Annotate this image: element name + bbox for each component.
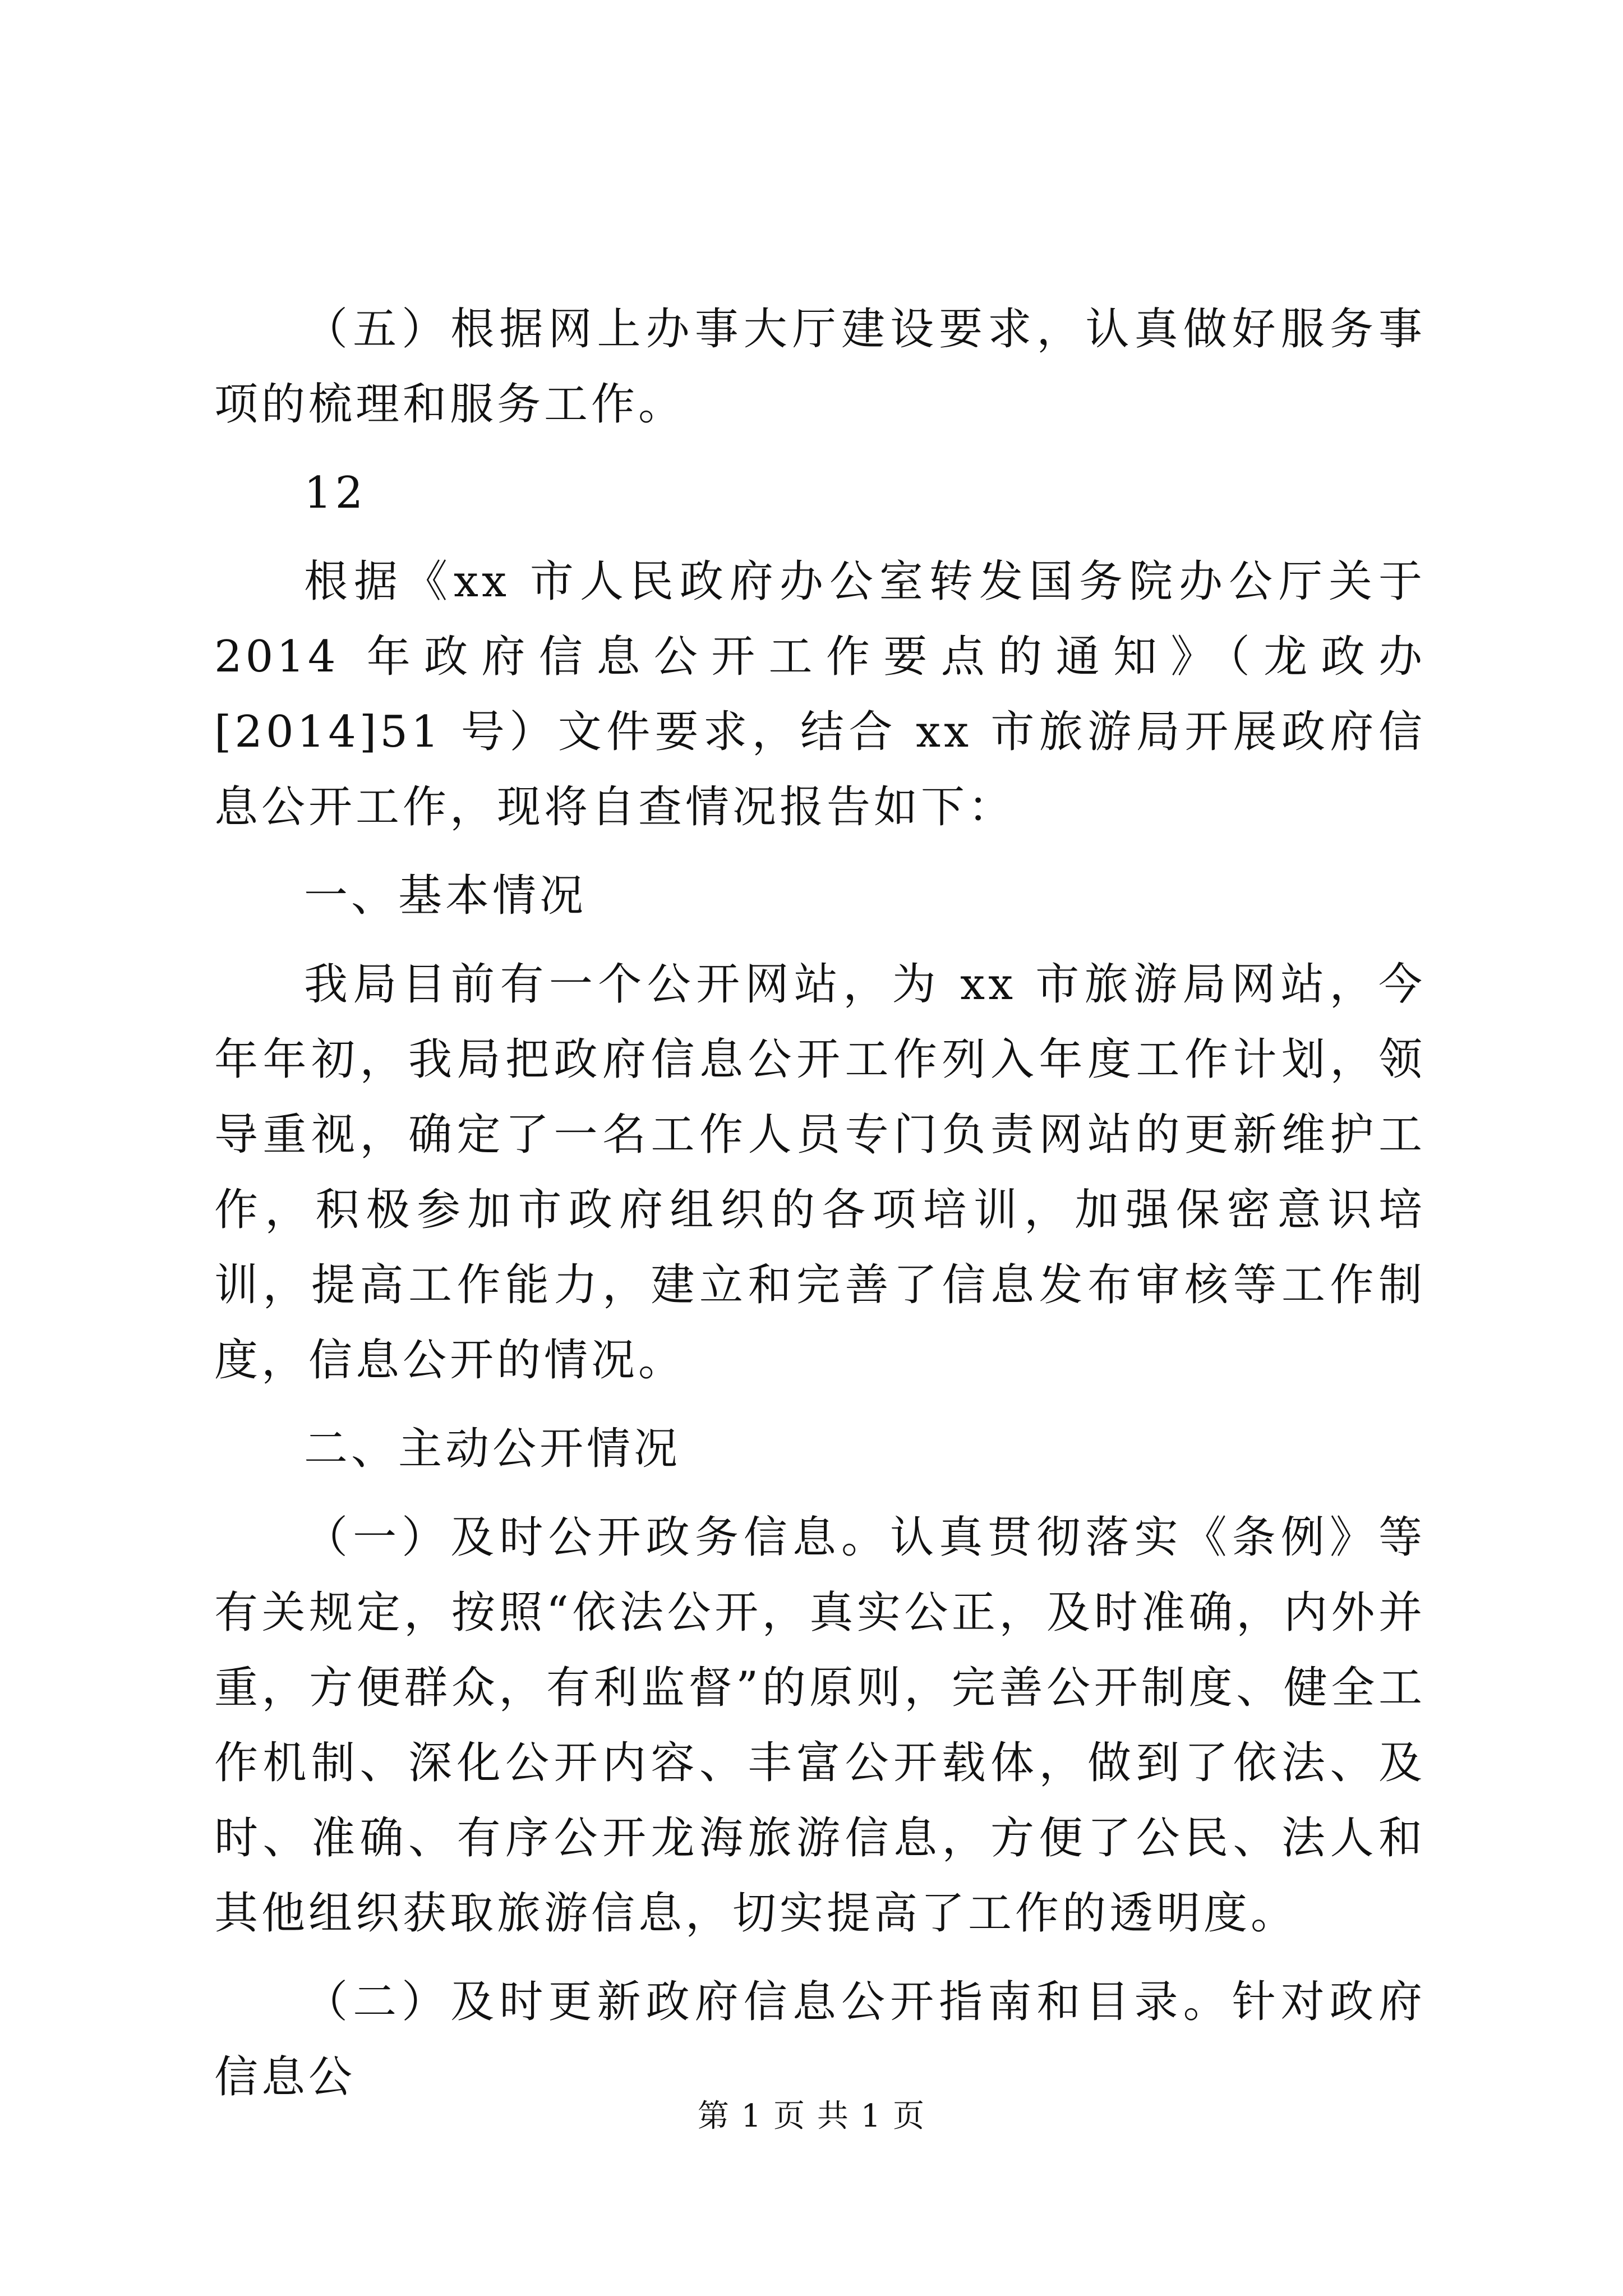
paragraph-basic-situation: 我局目前有一个公开网站，为 xx 市旅游局网站，今年年初，我局把政府信息公开工作列入年度工作计划，领导重视，确定了一名工作人员专门负责网站的更新维护工作，积极参加市政府组织的各项培训，加强保密意识培训，提高工作能力，建立和完善了信息发布审核等工作制度，信息公开的情况。 xyxy=(214,959,1426,1386)
section-heading-basic: 一、基本情况 xyxy=(304,871,587,921)
paragraph-disclosure-two: （二）及时更新政府信息公开指南和目录。针对政府信息公 xyxy=(214,1977,1426,2102)
paragraph-service-hall: （五）根据网上办事大厅建设要求，认真做好服务事项的梳理和服务工作。 xyxy=(214,304,1426,430)
document-body xyxy=(214,292,1426,2128)
paragraph-number: 12 xyxy=(304,468,367,518)
paragraph-disclosure-one: （一）及时公开政务信息。认真贯彻落实《条例》等有关规定，按照“依法公开，真实公正，及时准确，内外并重，方便群众，有利监督”的原则，完善公开制度、健全工作机制、深化公开内容、丰富公开载体，做到了依法、及时、准确、有序公开龙海旅游信息，方便了公民、法人和其他组织获取旅游信息，切实提高了工作的透明度。 xyxy=(214,1512,1426,1939)
page-footer: 第 1 页 共 1 页 xyxy=(697,2098,926,2134)
section-heading-disclosure: 二、主动公开情况 xyxy=(304,1424,681,1474)
paragraph-intro: 根据《xx 市人民政府办公室转发国务院办公厅关于 2014 年政府信息公开工作要点的通知》（龙政办[2014]51 号）文件要求，结合 xx 市旅游局开展政府信息公开工作，现将自查情况报告如下： xyxy=(214,556,1426,832)
